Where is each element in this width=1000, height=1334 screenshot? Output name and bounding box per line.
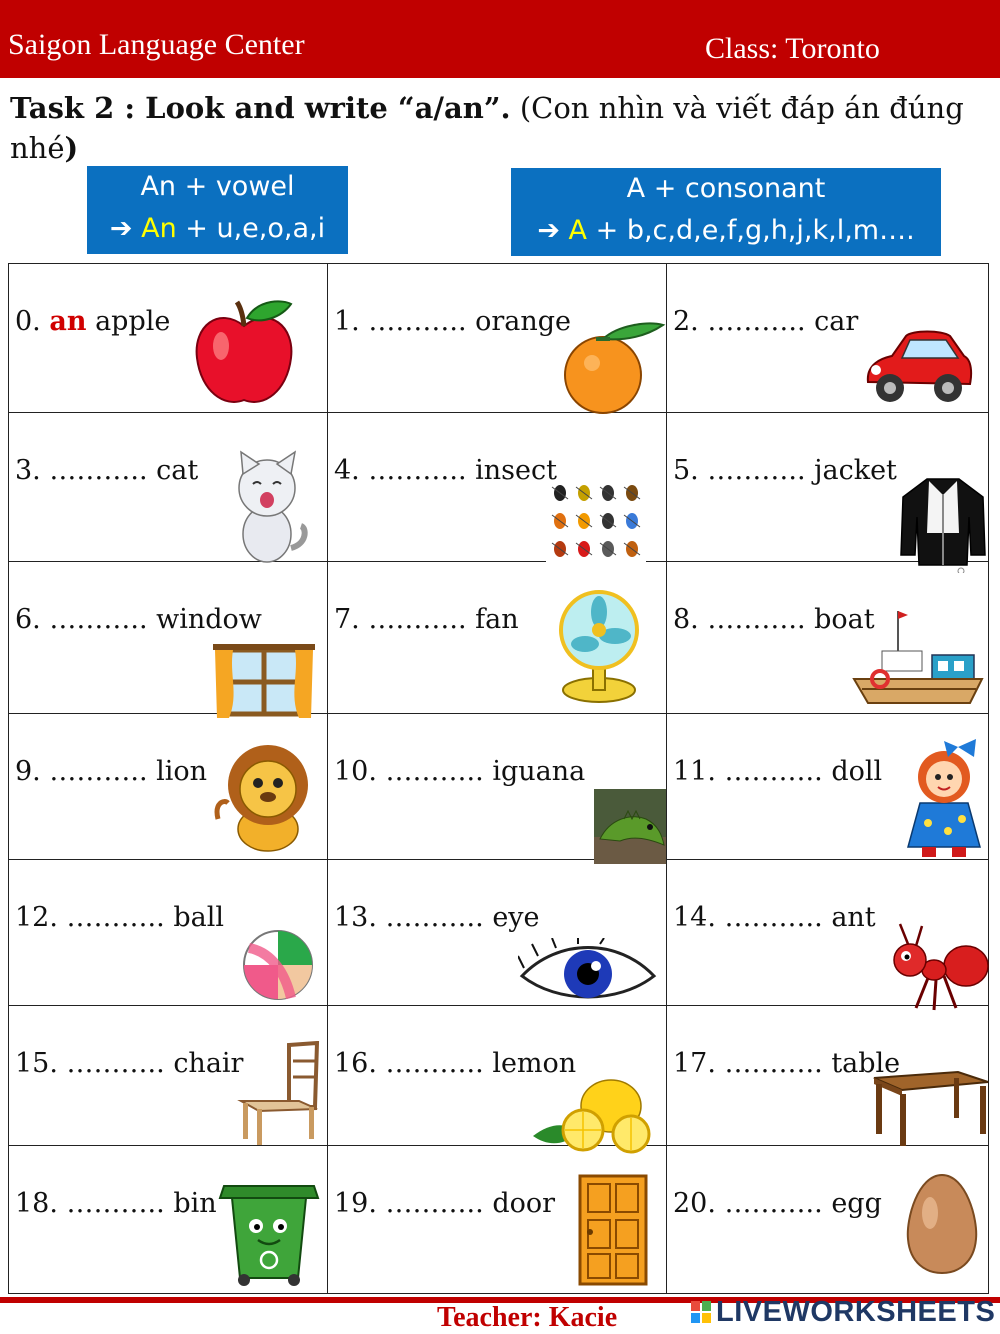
ball-icon xyxy=(241,928,315,1002)
egg-icon xyxy=(904,1173,980,1275)
item-number: 13. xyxy=(334,902,377,933)
exercise-cell-iguana xyxy=(328,714,667,860)
exercise-prompt xyxy=(15,604,262,635)
item-number: 6. xyxy=(15,604,41,635)
exercise-cell-fan xyxy=(328,562,667,714)
item-word: ant xyxy=(831,902,876,933)
item-number: 18. xyxy=(15,1188,58,1219)
exercise-cell-apple xyxy=(9,264,328,413)
answer-blank[interactable]: ……….. xyxy=(385,1048,484,1079)
lion-icon xyxy=(214,739,312,857)
car-icon xyxy=(862,324,974,409)
exercise-cell-boat xyxy=(667,562,989,714)
item-number: 17. xyxy=(673,1048,716,1079)
grid-row xyxy=(9,264,989,413)
item-word: boat xyxy=(814,604,875,635)
apple-icon xyxy=(189,296,299,411)
consonant-rule-line xyxy=(511,210,941,252)
exercise-prompt xyxy=(334,1188,555,1219)
exercise-cell-car xyxy=(667,264,989,413)
iguana-icon xyxy=(594,789,666,864)
eye-icon xyxy=(518,938,658,1008)
item-number: 19. xyxy=(334,1188,377,1219)
exercise-prompt xyxy=(334,1048,576,1079)
consonant-rule-rest: + b,c,d,e,f,g,h,j,k,l,m…. xyxy=(587,215,915,246)
item-number: 8. xyxy=(673,604,699,635)
teacher-label: Teacher: Kacie xyxy=(437,1302,618,1333)
arrow-icon: ➔ xyxy=(109,213,133,244)
cat-icon xyxy=(227,448,309,563)
liveworksheets-logo-icon xyxy=(690,1300,712,1324)
answer-blank[interactable]: ……….. xyxy=(66,1188,165,1219)
item-word: lion xyxy=(156,756,208,787)
exercise-prompt xyxy=(334,306,571,337)
lemon-icon xyxy=(533,1076,653,1154)
item-number: 14. xyxy=(673,902,716,933)
grid-row xyxy=(9,413,989,562)
answer-blank[interactable]: ……….. xyxy=(49,756,148,787)
grid-row xyxy=(9,714,989,860)
task-subtitle: (Con nhìn và viết đáp án đúng nhé xyxy=(10,91,964,165)
exercise-prompt xyxy=(334,756,585,787)
answer-blank[interactable]: ……….. xyxy=(49,604,148,635)
answer-blank[interactable]: ……….. xyxy=(707,455,806,486)
exercise-prompt xyxy=(673,455,897,486)
exercise-prompt xyxy=(334,604,519,635)
item-word: doll xyxy=(831,756,883,787)
exercise-cell-orange xyxy=(328,264,667,413)
window-icon xyxy=(213,644,315,720)
answer-blank[interactable]: ……….. xyxy=(707,604,806,635)
doll-icon xyxy=(902,739,987,861)
item-number: 16. xyxy=(334,1048,377,1079)
exercise-prompt xyxy=(15,1188,217,1219)
answer-blank[interactable]: ……….. xyxy=(724,902,823,933)
school-name: Saigon Language Center xyxy=(8,28,305,61)
chair-icon xyxy=(237,1041,323,1149)
answer-blank[interactable]: ……….. xyxy=(385,902,484,933)
exercise-prompt xyxy=(673,756,882,787)
fan-icon xyxy=(553,590,648,708)
arrow-icon: ➔ xyxy=(537,215,560,246)
exercise-cell-chair xyxy=(9,1006,328,1146)
door-icon xyxy=(578,1174,648,1286)
item-word: apple xyxy=(95,306,171,337)
vowel-rule-title: An + vowel xyxy=(140,171,295,202)
brand-text: LIVEWORKSHEETS xyxy=(716,1296,996,1328)
item-word: insect xyxy=(475,455,557,486)
exercise-prompt xyxy=(334,455,557,486)
exercise-prompt xyxy=(15,902,224,933)
liveworksheets-brand xyxy=(690,1296,995,1329)
answer-blank[interactable]: ……….. xyxy=(368,455,467,486)
item-word: door xyxy=(492,1188,556,1219)
exercise-cell-eye xyxy=(328,860,667,1006)
exercise-cell-bin xyxy=(9,1146,328,1294)
exercise-prompt xyxy=(15,1048,243,1079)
item-word: chair xyxy=(173,1048,244,1079)
grid-row xyxy=(9,562,989,714)
task-subtitle-close: ) xyxy=(64,131,79,165)
answer-blank[interactable]: ……….. xyxy=(385,756,484,787)
task-title: Task 2 : Look and write “a/an”. xyxy=(10,91,511,125)
exercise-prompt xyxy=(673,1188,882,1219)
exercise-prompt xyxy=(15,455,198,486)
item-number: 10. xyxy=(334,756,377,787)
exercise-cell-table xyxy=(667,1006,989,1146)
exercise-prompt xyxy=(673,604,875,635)
vowel-rule-box xyxy=(87,166,348,254)
answer-blank[interactable]: ……….. xyxy=(66,1048,165,1079)
exercise-cell-insect xyxy=(328,413,667,562)
item-number: 9. xyxy=(15,756,41,787)
task-instructions xyxy=(10,88,995,168)
exercise-prompt xyxy=(15,756,207,787)
grid-row xyxy=(9,1146,989,1294)
item-word: jacket xyxy=(814,455,897,486)
exercise-prompt xyxy=(673,306,858,337)
class-label: Class: Toronto xyxy=(705,32,880,65)
exercise-prompt xyxy=(673,902,876,933)
answer-blank[interactable]: ……….. xyxy=(707,306,806,337)
answer-blank[interactable]: ……….. xyxy=(724,1188,823,1219)
vowel-rule-word: An xyxy=(141,213,177,244)
item-number: 5. xyxy=(673,455,699,486)
item-word: window xyxy=(156,604,262,635)
exercise-cell-lion xyxy=(9,714,328,860)
item-word: ball xyxy=(173,902,224,933)
item-word: lemon xyxy=(492,1048,577,1079)
grid-row xyxy=(9,860,989,1006)
exercise-prompt xyxy=(15,306,170,337)
vowel-rule-line xyxy=(87,208,348,250)
exercise-cell-ant xyxy=(667,860,989,1006)
answer-blank[interactable]: ……….. xyxy=(724,756,823,787)
item-number: 15. xyxy=(15,1048,58,1079)
item-word: bin xyxy=(173,1188,217,1219)
exercise-prompt xyxy=(334,902,540,933)
item-number: 0. xyxy=(15,306,41,337)
item-word: orange xyxy=(475,306,572,337)
exercise-cell-lemon xyxy=(328,1006,667,1146)
item-word: fan xyxy=(475,604,519,635)
item-number: 12. xyxy=(15,902,58,933)
ant-icon xyxy=(882,920,990,1012)
example-answer: an xyxy=(49,306,87,337)
exercise-grid xyxy=(8,263,989,1294)
item-number: 2. xyxy=(673,306,699,337)
vowel-rule-rest: + u,e,o,a,i xyxy=(176,213,326,244)
item-word: car xyxy=(814,306,859,337)
exercise-cell-door xyxy=(328,1146,667,1294)
item-number: 4. xyxy=(334,455,360,486)
answer-blank[interactable]: ……….. xyxy=(368,306,467,337)
item-word: iguana xyxy=(492,756,586,787)
header-bar xyxy=(0,0,1000,78)
answer-blank[interactable]: ……….. xyxy=(66,902,165,933)
item-number: 20. xyxy=(673,1188,716,1219)
exercise-cell-doll xyxy=(667,714,989,860)
exercise-cell-cat xyxy=(9,413,328,562)
consonant-rule-box xyxy=(511,168,941,256)
item-number: 1. xyxy=(334,306,360,337)
answer-blank[interactable]: ……….. xyxy=(385,1188,484,1219)
exercise-cell-ball xyxy=(9,860,328,1006)
item-number: 3. xyxy=(15,455,41,486)
insects-icon xyxy=(546,481,646,566)
exercise-cell-window xyxy=(9,562,328,714)
item-word: table xyxy=(831,1048,901,1079)
exercise-prompt xyxy=(673,1048,900,1079)
exercise-cell-jacket xyxy=(667,413,989,562)
bin-icon xyxy=(214,1176,324,1288)
consonant-rule-word: A xyxy=(568,215,588,246)
exercise-cell-egg xyxy=(667,1146,989,1294)
answer-blank[interactable]: ……….. xyxy=(724,1048,823,1079)
item-word: egg xyxy=(831,1188,882,1219)
answer-blank[interactable]: ……….. xyxy=(49,455,148,486)
item-number: 11. xyxy=(673,756,716,787)
grid-row xyxy=(9,1006,989,1146)
item-word: cat xyxy=(156,455,199,486)
answer-blank[interactable]: ……….. xyxy=(368,604,467,635)
item-word: eye xyxy=(492,902,540,933)
consonant-rule-title: A + consonant xyxy=(626,173,826,204)
item-number: 7. xyxy=(334,604,360,635)
jacket-icon xyxy=(897,473,989,573)
